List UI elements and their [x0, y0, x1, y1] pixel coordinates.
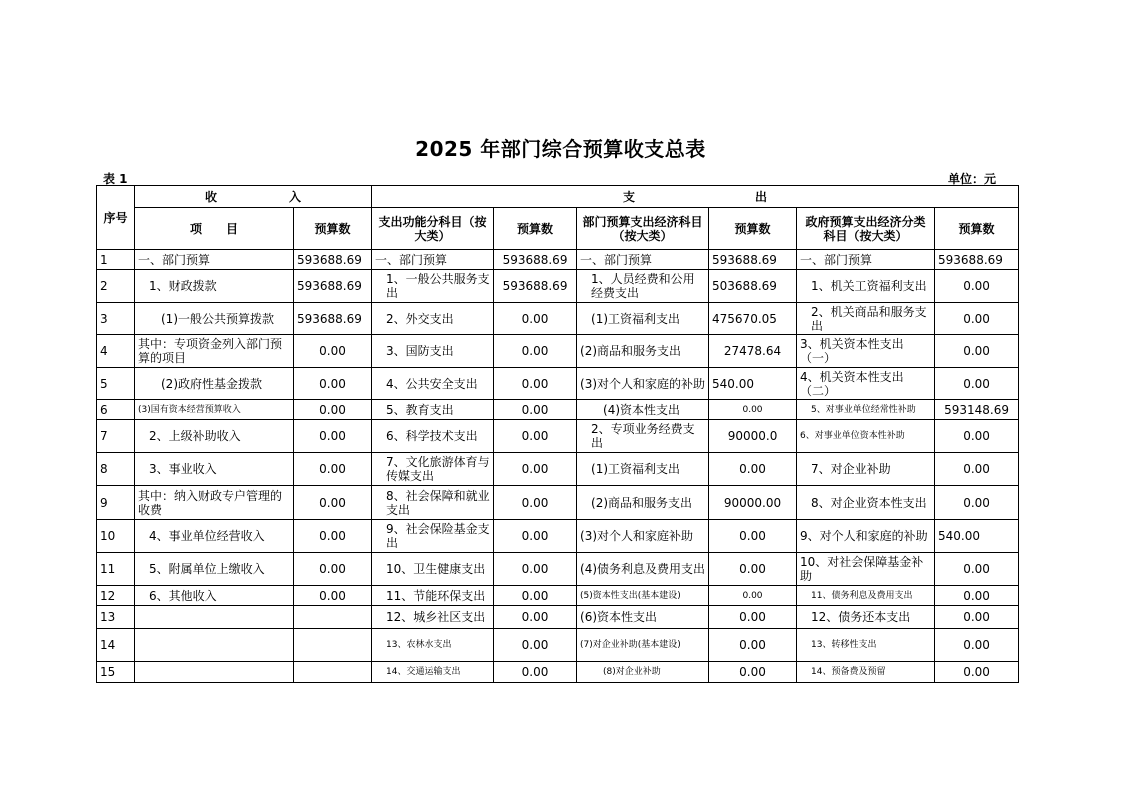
seq-cell: 15: [97, 662, 135, 683]
func-item-cell: 10、卫生健康支出: [372, 553, 494, 586]
func-item-cell: 一、部门预算: [372, 250, 494, 270]
func-item-cell: 13、农林水支出: [372, 629, 494, 662]
dept-econ-amount-cell: 90000.00: [709, 486, 797, 520]
func-item-cell: 2、外交支出: [372, 303, 494, 335]
income-item-cell: 一、部门预算: [135, 250, 294, 270]
income-amount-cell: 0.00: [294, 335, 372, 368]
table-row: [97, 606, 1019, 629]
gov-econ-item-cell: 14、预备费及预留: [797, 662, 935, 683]
income-group-header: 收 入: [135, 186, 372, 208]
gov-econ-item-cell: 10、对社会保障基金补助: [797, 553, 935, 586]
func-amount-cell: 0.00: [494, 520, 577, 553]
dept-econ-amount-cell: 0.00: [709, 662, 797, 683]
func-amount-cell: 0.00: [494, 420, 577, 453]
seq-cell: 11: [97, 553, 135, 586]
item-header: 项 目: [135, 208, 294, 250]
dept-econ-amount-cell: 0.00: [709, 606, 797, 629]
dept-econ-amount-cell: 90000.0: [709, 420, 797, 453]
dept-econ-amount-cell: 475670.05: [709, 303, 797, 335]
income-item-cell: [135, 629, 294, 662]
func-item-cell: 1、一般公共服务支出: [372, 270, 494, 303]
dept-econ-amount-cell: 0.00: [709, 629, 797, 662]
func-header: 支出功能分科目（按大类）: [372, 208, 494, 250]
dept-econ-item-cell: (1)工资福利支出: [577, 303, 709, 335]
func-amount-cell: 0.00: [494, 453, 577, 486]
seq-cell: 3: [97, 303, 135, 335]
gov-econ-amount-cell: 0.00: [935, 606, 1019, 629]
gov-econ-item-cell: 6、对事业单位资本性补助: [797, 420, 935, 453]
income-item-cell: [135, 606, 294, 629]
income-amount-cell: 0.00: [294, 486, 372, 520]
gov-econ-item-cell: 8、对企业资本性支出: [797, 486, 935, 520]
gov-econ-item-cell: 2、机关商品和服务支出: [797, 303, 935, 335]
gov-econ-header: 政府预算支出经济分类科目（按大类）: [797, 208, 935, 250]
func-amount-cell: 0.00: [494, 586, 577, 606]
income-item-cell: 6、其他收入: [135, 586, 294, 606]
income-item-cell: (1)一般公共预算拨款: [135, 303, 294, 335]
func-item-cell: 14、交通运输支出: [372, 662, 494, 683]
gov-econ-amount-cell: 0.00: [935, 553, 1019, 586]
dept-econ-item-cell: (1)工资福利支出: [577, 453, 709, 486]
gov-econ-amount-cell: 0.00: [935, 453, 1019, 486]
dept-econ-item-cell: (4)资本性支出: [577, 400, 709, 420]
func-item-cell: 3、国防支出: [372, 335, 494, 368]
gov-econ-amount-cell: 0.00: [935, 486, 1019, 520]
gov-econ-amount-cell: 0.00: [935, 586, 1019, 606]
func-amount-cell: 0.00: [494, 629, 577, 662]
dept-econ-amount-cell: 0.00: [709, 586, 797, 606]
table-row: [97, 270, 1019, 303]
gov-econ-item-cell: 一、部门预算: [797, 250, 935, 270]
gov-econ-amount-cell: 0.00: [935, 629, 1019, 662]
income-item-cell: (2)政府性基金拨款: [135, 368, 294, 400]
page-title: 2025 年部门综合预算收支总表: [415, 137, 706, 161]
dept-econ-item-cell: (6)资本性支出: [577, 606, 709, 629]
dept-econ-amount-cell: 0.00: [709, 520, 797, 553]
income-item-cell: 2、上级补助收入: [135, 420, 294, 453]
func-item-cell: 4、公共安全支出: [372, 368, 494, 400]
gov-econ-amount-cell: 593148.69: [935, 400, 1019, 420]
gov-econ-item-cell: 11、债务利息及费用支出: [797, 586, 935, 606]
income-amount-cell: [294, 662, 372, 683]
income-item-cell: 1、财政拨款: [135, 270, 294, 303]
seq-cell: 1: [97, 250, 135, 270]
income-amount-cell: 0.00: [294, 420, 372, 453]
gov-econ-amount-cell: 0.00: [935, 335, 1019, 368]
table-row: [97, 250, 1019, 270]
gov-econ-amount-cell: 0.00: [935, 368, 1019, 400]
table-row: [97, 553, 1019, 586]
func-amount-cell: 0.00: [494, 606, 577, 629]
income-amount-cell: 593688.69: [294, 270, 372, 303]
income-item-cell: (3)国有资本经营预算收入: [135, 400, 294, 420]
income-amount-cell: [294, 629, 372, 662]
table-row: [97, 520, 1019, 553]
income-item-cell: 3、事业收入: [135, 453, 294, 486]
seq-header: 序号: [97, 186, 135, 250]
income-amount-cell: 593688.69: [294, 303, 372, 335]
income-amount-cell: 0.00: [294, 553, 372, 586]
table-number: 表 1: [103, 172, 128, 186]
gov-econ-item-cell: 12、债务还本支出: [797, 606, 935, 629]
gov-econ-amount-cell: 593688.69: [935, 250, 1019, 270]
expense-group-header: 支 出: [372, 186, 1019, 208]
func-item-cell: 5、教育支出: [372, 400, 494, 420]
income-amount-cell: 0.00: [294, 586, 372, 606]
func-amount-cell: 0.00: [494, 400, 577, 420]
income-item-cell: 其中：纳入财政专户管理的收费: [135, 486, 294, 520]
func-amount-cell: 0.00: [494, 368, 577, 400]
income-amount-cell: 593688.69: [294, 250, 372, 270]
gov-econ-item-cell: 13、转移性支出: [797, 629, 935, 662]
table-row: [97, 586, 1019, 606]
seq-cell: 7: [97, 420, 135, 453]
dept-econ-amount-cell: 0.00: [709, 553, 797, 586]
func-amount-cell: 0.00: [494, 553, 577, 586]
dept-econ-item-cell: 2、专项业务经费支出: [577, 420, 709, 453]
gov-budget-header: 预算数: [935, 208, 1019, 250]
dept-econ-item-cell: (3)对个人和家庭补助: [577, 520, 709, 553]
gov-econ-item-cell: 9、对个人和家庭的补助: [797, 520, 935, 553]
income-item-cell: [135, 662, 294, 683]
dept-econ-amount-cell: 593688.69: [709, 250, 797, 270]
gov-econ-item-cell: 1、机关工资福利支出: [797, 270, 935, 303]
func-item-cell: 11、节能环保支出: [372, 586, 494, 606]
seq-cell: 2: [97, 270, 135, 303]
table-row: [97, 420, 1019, 453]
dept-econ-item-cell: 一、部门预算: [577, 250, 709, 270]
income-item-cell: 其中：专项资金列入部门预算的项目: [135, 335, 294, 368]
func-item-cell: 7、文化旅游体育与传媒支出: [372, 453, 494, 486]
func-item-cell: 6、科学技术支出: [372, 420, 494, 453]
income-amount-cell: [294, 606, 372, 629]
dept-econ-amount-cell: 503688.69: [709, 270, 797, 303]
seq-cell: 13: [97, 606, 135, 629]
dept-econ-item-cell: (2)商品和服务支出: [577, 486, 709, 520]
dept-econ-item-cell: 1、人员经费和公用经费支出: [577, 270, 709, 303]
dept-econ-item-cell: (3)对个人和家庭的补助: [577, 368, 709, 400]
seq-cell: 6: [97, 400, 135, 420]
dept-econ-amount-cell: 0.00: [709, 453, 797, 486]
seq-cell: 10: [97, 520, 135, 553]
dept-econ-item-cell: (4)债务利息及费用支出: [577, 553, 709, 586]
func-amount-cell: 593688.69: [494, 270, 577, 303]
seq-cell: 5: [97, 368, 135, 400]
dept-econ-item-cell: (7)对企业补助(基本建设): [577, 629, 709, 662]
dept-econ-item-cell: (2)商品和服务支出: [577, 335, 709, 368]
seq-cell: 12: [97, 586, 135, 606]
func-amount-cell: 0.00: [494, 303, 577, 335]
dept-econ-amount-cell: 540.00: [709, 368, 797, 400]
seq-cell: 9: [97, 486, 135, 520]
income-item-cell: 5、附属单位上缴收入: [135, 553, 294, 586]
func-item-cell: 12、城乡社区支出: [372, 606, 494, 629]
gov-econ-amount-cell: 0.00: [935, 303, 1019, 335]
dept-econ-item-cell: (5)资本性支出(基本建设): [577, 586, 709, 606]
table-row: [97, 453, 1019, 486]
income-amount-cell: 0.00: [294, 400, 372, 420]
gov-econ-amount-cell: 0.00: [935, 270, 1019, 303]
func-item-cell: 8、社会保障和就业支出: [372, 486, 494, 520]
table-row: [97, 486, 1019, 520]
table-row: [97, 662, 1019, 683]
gov-econ-amount-cell: 540.00: [935, 520, 1019, 553]
table-row: [97, 335, 1019, 368]
seq-cell: 8: [97, 453, 135, 486]
income-budget-header: 预算数: [294, 208, 372, 250]
func-item-cell: 9、社会保险基金支出: [372, 520, 494, 553]
gov-econ-item-cell: 3、机关资本性支出（一）: [797, 335, 935, 368]
budget-table: [96, 185, 1019, 683]
table-row: [97, 368, 1019, 400]
table-row: [97, 303, 1019, 335]
table-row: [97, 629, 1019, 662]
dept-budget-header: 预算数: [709, 208, 797, 250]
gov-econ-amount-cell: 0.00: [935, 420, 1019, 453]
seq-cell: 4: [97, 335, 135, 368]
income-amount-cell: 0.00: [294, 368, 372, 400]
gov-econ-item-cell: 7、对企业补助: [797, 453, 935, 486]
dept-econ-amount-cell: 0.00: [709, 400, 797, 420]
income-amount-cell: 0.00: [294, 453, 372, 486]
unit-label: 单位：元: [948, 172, 997, 186]
func-amount-cell: 0.00: [494, 335, 577, 368]
func-budget-header: 预算数: [494, 208, 577, 250]
seq-cell: 14: [97, 629, 135, 662]
income-amount-cell: 0.00: [294, 520, 372, 553]
gov-econ-item-cell: 5、对事业单位经常性补助: [797, 400, 935, 420]
dept-econ-amount-cell: 27478.64: [709, 335, 797, 368]
func-amount-cell: 0.00: [494, 662, 577, 683]
func-amount-cell: 0.00: [494, 486, 577, 520]
dept-econ-header: 部门预算支出经济科目（按大类）: [577, 208, 709, 250]
func-amount-cell: 593688.69: [494, 250, 577, 270]
income-item-cell: 4、事业单位经营收入: [135, 520, 294, 553]
gov-econ-amount-cell: 0.00: [935, 662, 1019, 683]
gov-econ-item-cell: 4、机关资本性支出（二）: [797, 368, 935, 400]
table-row: [97, 400, 1019, 420]
dept-econ-item-cell: (8)对企业补助: [577, 662, 709, 683]
